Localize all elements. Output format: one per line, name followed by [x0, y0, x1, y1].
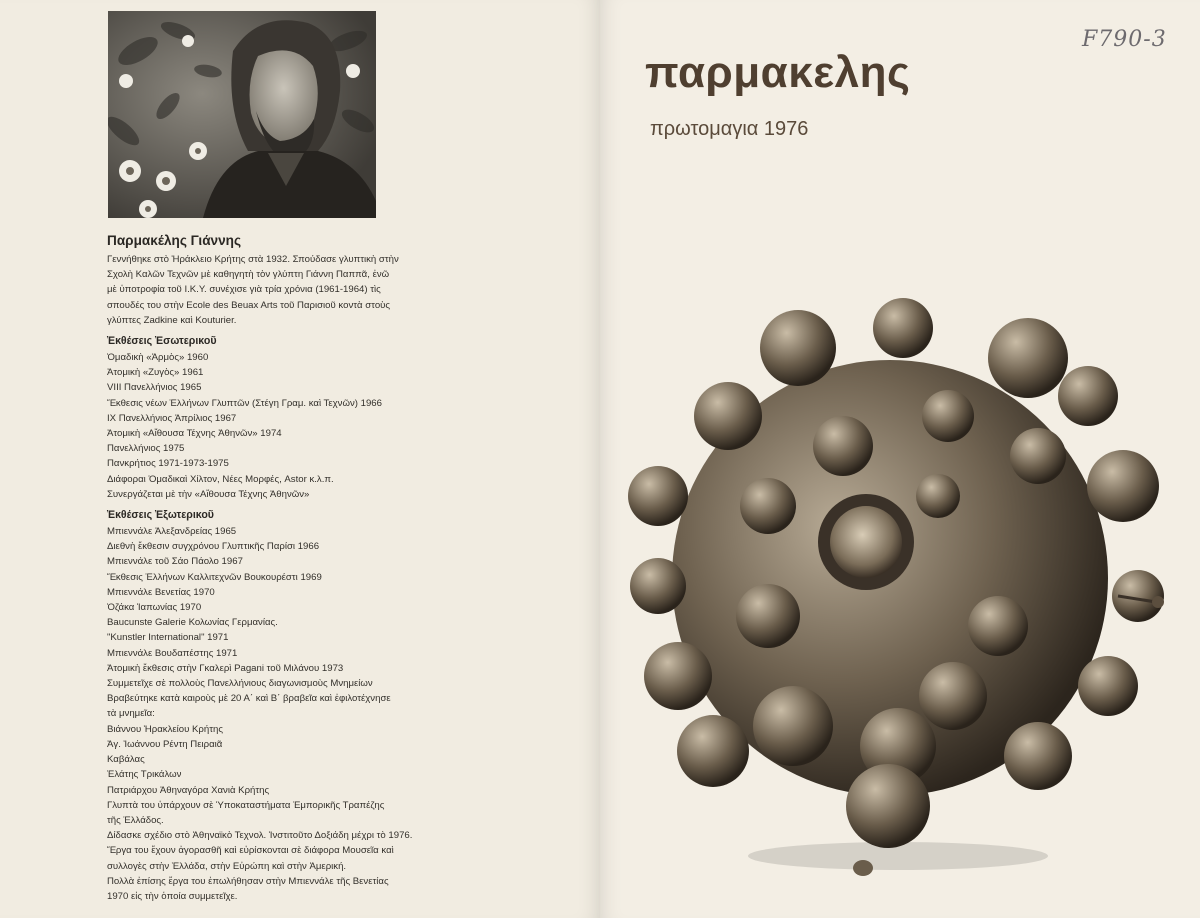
list-item: Μπιεννάλε Βουδαπέστης 1971	[107, 647, 238, 659]
domestic-exhibitions-list	[107, 350, 527, 502]
artist-portrait-photo	[108, 11, 376, 218]
bio-line: Σχολὴ Καλῶν Τεχνῶν μὲ καθηγητὴ τὸν γλύπτη Γιάννη Παππᾶ, ἐνῶ	[107, 269, 390, 281]
sculpture-photo	[618, 296, 1178, 882]
list-item: τὰ μνημεῖα:	[107, 708, 155, 720]
list-item: Ἐλάτης Τρικάλων	[107, 769, 182, 781]
page-subtitle: πρωτομαγια 1976	[650, 118, 809, 140]
list-item: IX Πανελλήνιος Ἀπρίλιος 1967	[107, 412, 237, 424]
portrait-image	[108, 11, 376, 218]
list-item: Ὀζάκα Ἰαπωνίας 1970	[107, 602, 202, 614]
list-item: Δίδασκε σχέδιο στὸ Ἀθηναϊκὸ Τεχνολ. Ἰνστιτοῦτο Δοξιάδη μέχρι τὸ 1976.	[107, 830, 413, 842]
list-item: Μπιεννάλε Βενετίας 1970	[107, 586, 215, 598]
list-item: Πατριάρχου Ἀθηναγόρα Χανιὰ Κρήτης	[107, 784, 270, 796]
list-item: "Kunstler International" 1971	[107, 632, 229, 644]
list-item: Πανκρήτιος 1971-1973-1975	[107, 458, 229, 470]
list-item: Ἀτομικὴ «Αἴθουσα Τέχνης Ἀθηνῶν» 1974	[107, 428, 282, 440]
list-item: Ἔκθεσις νέων Ἑλλήνων Γλυπτῶν (Στέγη Γραμ. καὶ Τεχνῶν) 1966	[107, 397, 382, 409]
page-title: παρμακελης	[645, 48, 911, 97]
artist-biography	[107, 232, 527, 904]
list-item: Διεθνὴ ἔκθεσιν συγχρόνου Γλυπτικῆς Παρίσι 1966	[107, 541, 320, 553]
list-item: Συμμετεῖχε σὲ πολλοὺς Πανελλήνιους διαγωνισμοὺς Μνημείων	[107, 678, 373, 690]
list-item: Συνεργάζεται μὲ τὴν «Αἴθουσα Τέχνης Ἀθηνῶν»	[107, 488, 310, 500]
list-item: Καβάλας	[107, 754, 145, 766]
list-item: VIII Πανελλήνιος 1965	[107, 382, 202, 394]
list-item: Ἀγ. Ἰωάννου Ρέντη Πειραιᾶ	[107, 738, 223, 750]
list-item: Ἔκθεσις Ἑλλήνων Καλλιτεχνῶν Βουκουρέστι 1969	[107, 571, 322, 583]
list-item: Ἀτομικὴ «Ζυγὸς» 1961	[107, 367, 204, 379]
bio-line: Γεννήθηκε στὸ Ἡράκλειο Κρήτης στὰ 1932. Σπούδασε γλυπτικὴ στὴν	[107, 254, 399, 265]
foreign-exhibitions-heading: Ἐκθέσεις Ἐξωτερικοῦ	[107, 509, 214, 522]
list-item: Ὁμαδικὴ «Ἁρμὸς» 1960	[107, 352, 209, 364]
sculpture-image	[618, 296, 1178, 882]
list-item: Βιάννου Ἡρακλείου Κρήτης	[107, 723, 223, 735]
bio-line: μὲ ὑποτροφία τοῦ Ι.Κ.Υ. συνέχισε γιὰ τρία χρόνια (1961-1964) τὶς	[107, 284, 381, 296]
domestic-exhibitions-heading: Ἐκθέσεις Ἐσωτερικοῦ	[107, 335, 217, 348]
list-item: Διάφοραι Ὁμαδικαὶ Χίλτον, Νέες Μορφές, Astor κ.λ.π.	[107, 473, 334, 485]
list-item: Ἔργα του ἔχουν ἀγορασθῆ καὶ εὑρίσκονται σὲ διάφορα Μουσεῖα καὶ	[107, 845, 394, 857]
list-item: τῆς Ἑλλάδος.	[107, 814, 164, 826]
list-item: Πανελλήνιος 1975	[107, 443, 185, 455]
foreign-exhibitions-list	[107, 524, 527, 904]
list-item: Βραβεύτηκε κατὰ καιροὺς μὲ 20 Α΄ καὶ Β΄ βραβεῖα καὶ ἐφιλοτέχνησε	[107, 693, 391, 705]
list-item: Πολλὰ ἐπίσης ἔργα του ἐπωλήθησαν στὴν Μπιεννάλε τῆς Βενετίας	[107, 875, 389, 887]
list-item: Baucunste Galerie Κολωνίας Γερμανίας.	[107, 617, 278, 629]
bio-paragraph	[107, 252, 527, 328]
list-item: Μπιεννάλε τοῦ Σάο Πάολο 1967	[107, 556, 243, 568]
artist-name: Παρμακέλης Γιάννης	[107, 233, 242, 248]
list-item: Μπιεννάλε Ἀλεξανδρείας 1965	[107, 526, 237, 538]
bio-line: γλύπτες Zadkine καὶ Kouturier.	[107, 314, 237, 326]
list-item: 1970 εἰς τὴν ὁποία συμμετεῖχε.	[107, 890, 238, 902]
handwritten-catalog-number: F790-3	[1082, 27, 1167, 52]
list-item: συλλογὲς στὴν Ἑλλάδα, στὴν Εὐρώπη καὶ στὴν Ἀμερική.	[107, 860, 347, 872]
list-item: Γλυπτὰ του ὑπάρχουν σὲ Ὑποκαταστήματα Ἐμπορικῆς Τραπέζης	[107, 799, 385, 811]
bio-line: σπουδές του στὴν Ecole des Beuax Arts τοῦ Παρισιοῦ κοντὰ στοὺς	[107, 299, 391, 311]
list-item: Ἀτομικὴ ἔκθεσις στὴν Γκαλερὶ Pagani τοῦ Μιλάνου 1973	[107, 662, 344, 674]
